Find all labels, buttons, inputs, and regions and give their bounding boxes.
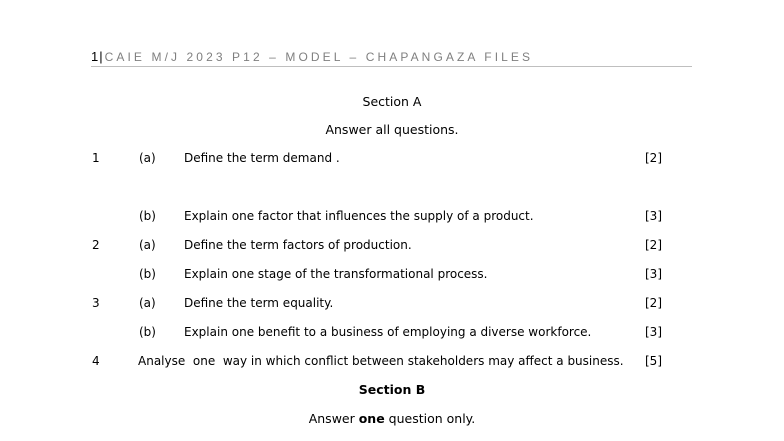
question-part: (a) — [139, 296, 156, 310]
section-b-instruction-before: Answer — [308, 411, 359, 426]
header-separator: | — [99, 49, 103, 64]
question-text: Define the term equality. — [184, 296, 334, 310]
question-number: 4 — [92, 354, 100, 368]
question-marks: [3] — [645, 267, 662, 281]
section-b-heading: Section B — [358, 382, 426, 397]
question-marks: [3] — [645, 209, 662, 223]
question-part: (a) — [139, 238, 156, 252]
question-text: Define the term factors of production. — [184, 238, 412, 252]
section-a-heading: Section A — [362, 94, 422, 109]
question-marks: [3] — [645, 325, 662, 339]
section-a-instruction: Answer all questions. — [325, 122, 459, 137]
question-text: Explain one stage of the transformational process. — [184, 267, 488, 281]
question-number: 2 — [92, 238, 100, 252]
section-b-instruction — [0, 411, 784, 426]
question-text: Analyse one way in which conflict between stakeholders may affect a business. — [138, 354, 624, 368]
question-marks: [2] — [645, 296, 662, 310]
question-number: 1 — [92, 151, 100, 165]
section-b-instruction-after: question only. — [384, 411, 476, 426]
question-text: Explain one benefit to a business of employing a diverse workforce. — [184, 325, 592, 339]
question-marks: [2] — [645, 151, 662, 165]
question-part: (b) — [139, 209, 156, 223]
question-text: Define the term demand . — [184, 151, 340, 165]
question-marks: [2] — [645, 238, 662, 252]
question-part: (a) — [139, 151, 156, 165]
question-part: (b) — [139, 325, 156, 339]
section-b-instruction-emphasis: one — [358, 411, 385, 426]
question-number: 3 — [92, 296, 100, 310]
page-number: 1 — [91, 49, 99, 64]
header-title: CAIE M/J 2023 P12 – MODEL – CHAPANGAZA FILES — [104, 50, 534, 64]
page-header — [91, 46, 692, 67]
question-text: Explain one factor that influences the supply of a product. — [184, 209, 534, 223]
question-marks: [5] — [645, 354, 662, 368]
question-part: (b) — [139, 267, 156, 281]
